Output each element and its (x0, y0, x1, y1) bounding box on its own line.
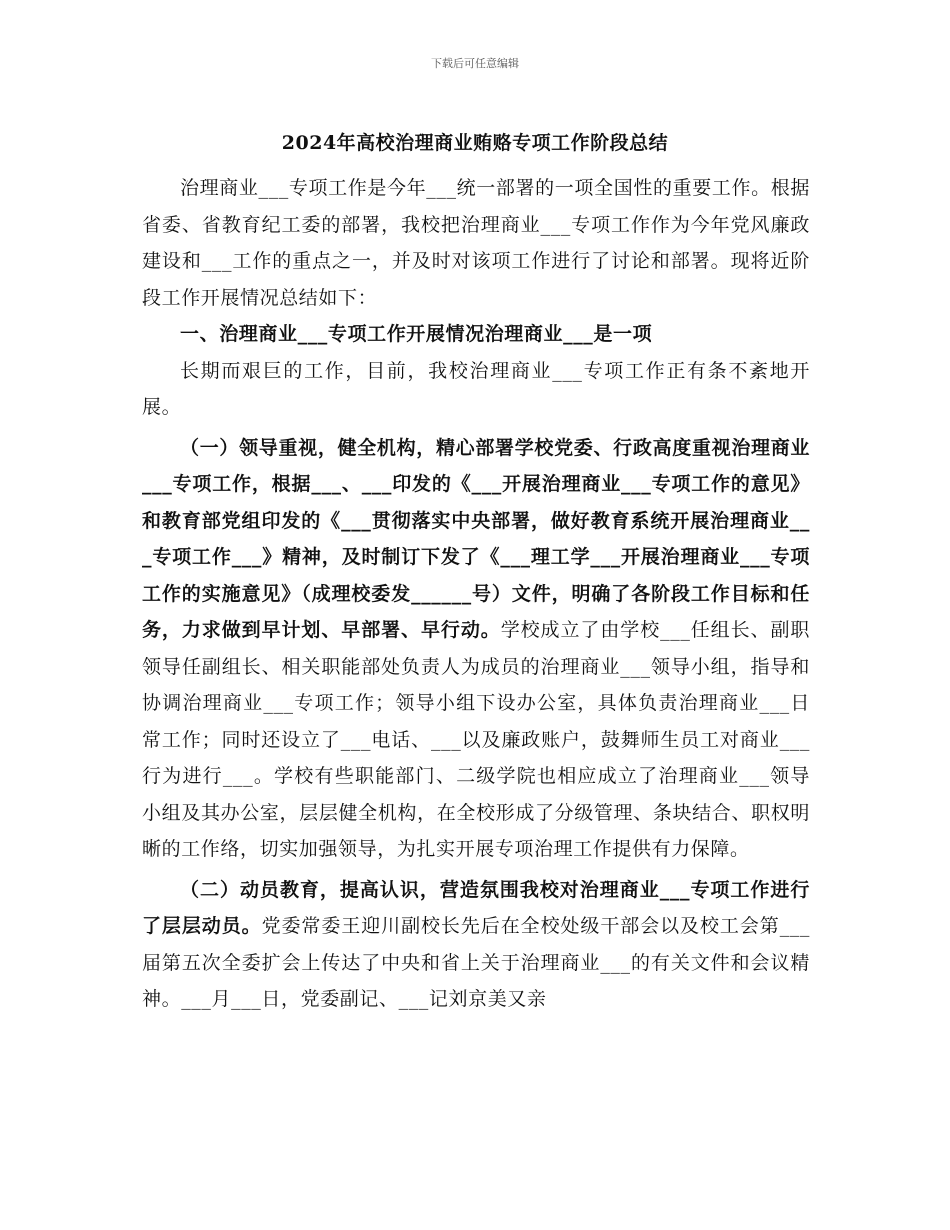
paragraph-section-1: 长期而艰巨的工作，目前，我校治理商业___专项工作正有条不紊地开展。 (142, 359, 810, 418)
subsection-2-body: 党委常委王迎川副校长先后在全校处级干部会以及校工会第___届第五次全委扩会上传达了中央和省上关于治理商业___的有关文件和会议精神。___月___日，党委副记、___记刘京美又亲 (142, 915, 810, 1010)
document-title: 2024年高校治理商业贿赂专项工作阶段总结 (281, 132, 669, 154)
paragraph-subsection-1 (142, 430, 810, 868)
section-heading-1: 一、治理商业___专项工作开展情况治理商业___是一项 (180, 323, 653, 345)
subsection-2-lead: （二）动员教育，提高认识，营造氛围我校对治理商业___专项工作进行了层层动员。 (142, 878, 810, 937)
paragraph-subsection-2 (142, 872, 810, 1018)
header-note: 下载后可任意编辑 (431, 57, 519, 70)
paragraph-intro: 治理商业___专项工作是今年___统一部署的一项全国性的重要工作。根据省委、省教育纪工委的部署，我校把治理商业___专项工作作为今年党风廉政建设和___工作的重点之一，并及时对该项工作进行了讨论和部署。现将近阶段工作开展情况总结如下： (142, 177, 810, 309)
subsection-1-lead: （一）领导重视，健全机构，精心部署学校党委、行政高度重视治理商业___专项工作，根据___、___印发的《___开展治理商业___专项工作的意见》和教育部党组印发的《___贯彻落实中央部署，做好教育系统开展治理商业___专项工作___》精神，及时制订下发了《___理工学___开展治理商业___专项工作的实施意见》（成理校委发______号）文件，明确了各阶段工作目标和任务，力求做到早计划、早部署、早行动。 (142, 436, 810, 641)
subsection-1-body: 学校成立了由学校___任组长、副职领导任副组长、相关职能部处负责人为成员的治理商业___领导小组，指导和协调治理商业___专项工作；领导小组下设办公室，具体负责治理商业___日常工作；同时还设立了___电话、___以及廉政账户，鼓舞师生员工对商业___行为进行___。学校有些职能部门、二级学院也相应成立了治理商业___领导小组及其办公室，层层健全机构，在全校形成了分级管理、条块结合、职权明晰的工作络，切实加强领导，为扎实开展专项治理工作提供有力保障。 (142, 619, 810, 860)
document-body (142, 170, 810, 1018)
